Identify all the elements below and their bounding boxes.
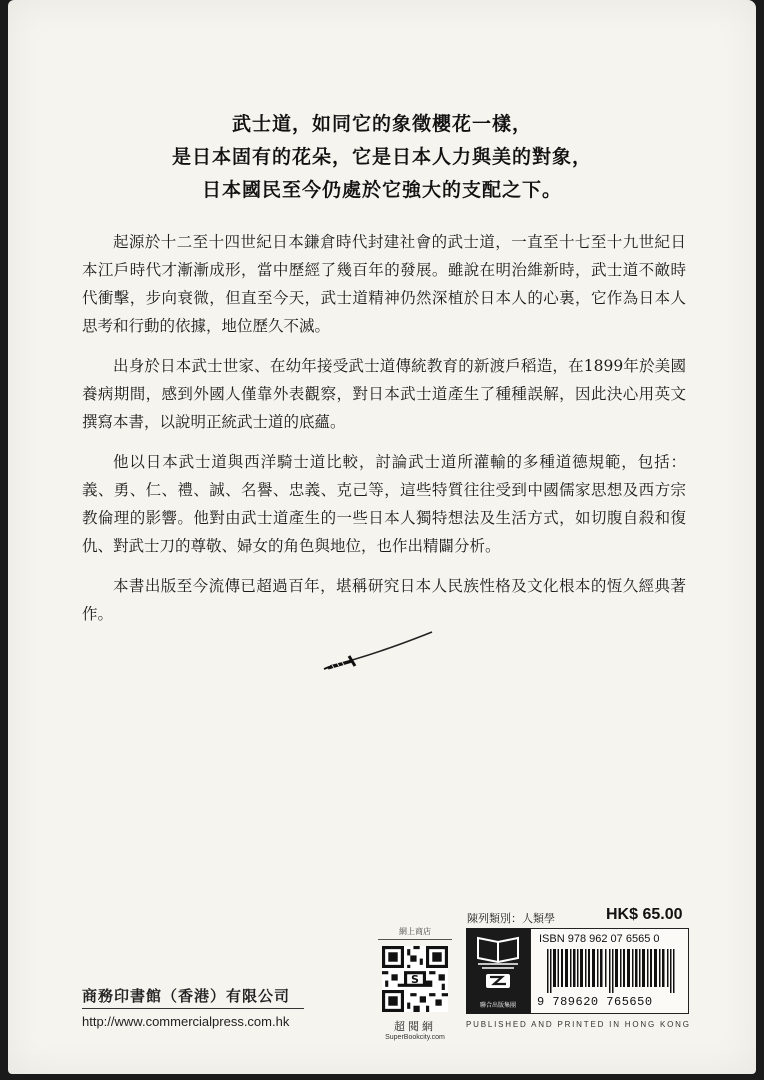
price: HK$ 65.00 (606, 906, 683, 923)
blurb-paragraph: 起源於十二至十四世紀日本鎌倉時代封建社會的武士道，一直至十七至十九世紀日本江戶時代才漸漸成形，當中歷經了幾百年的發展。雖說在明治維新時，武士道不敵時代衝擊，步向衰微，但直至今天，武士道精神仍然深植於日本人的心裏，它作為日本人思考和行動的依據，地位歷久不滅。 (82, 233, 686, 335)
divider (82, 1008, 304, 1009)
barcode-digits: 9 789620 765650 (537, 995, 653, 1009)
logo-caption: 聯合出版集團 (479, 1002, 516, 1009)
epigraph (0, 108, 764, 207)
publisher-name: 商務印書館（香港）有限公司 (82, 987, 291, 1005)
qr-code[interactable] (382, 946, 448, 1012)
blurb (82, 228, 686, 640)
blurb-paragraph: 出身於日本武士世家、在幼年接受武士道傳統教育的新渡戶稻造，在1899年於美國養病期間，感到外國人僅靠外表觀察，對日本武士道產生了種種誤解，因此決心用英文撰寫本書，以說明正統武士道的底蘊。 (82, 357, 686, 431)
blurb-paragraph: 本書出版至今流傳已超過百年，堪稱研究日本人民族性格及文化根本的恆久經典著作。 (82, 577, 686, 623)
svg-text:S: S (411, 972, 419, 986)
barcode (547, 949, 675, 993)
shelf-category: 陳列類別：人類學 (467, 912, 555, 925)
qr-heading: 網上商店 (378, 926, 452, 940)
book-logo-icon (466, 928, 530, 998)
publisher-url[interactable]: http://www.commercialpress.com.hk (82, 1014, 290, 1029)
qr-label: 超閱網 (394, 1020, 436, 1033)
isbn-panel (530, 928, 689, 1014)
qr-block (378, 926, 452, 1041)
blurb-paragraph: 他以日本武士道與西洋騎士道比較，討論武士道所灌輸的多種道德規範，包括：義、勇、仁、禮、誠、名譽、忠義、克己等，這些特質往往受到中國儒家思想及西方宗教倫理的影響。他對由武士道產生的一些日本人獨特想法及生活方式，如切腹自殺和復仇、對武士刀的尊敬、婦女的角色與地位，也作出精闢分析。 (82, 453, 686, 555)
epigraph-line: 是日本固有的花朵，它是日本人力與美的對象， (171, 146, 592, 168)
publisher-logo (466, 928, 530, 1014)
printed-notice: PUBLISHED AND PRINTED IN HONG KONG (466, 1020, 691, 1029)
katana-illustration (322, 628, 438, 674)
qr-site: SuperBookcity.com (385, 1034, 445, 1041)
epigraph-line: 日本國民至今仍處於它強大的支配之下。 (201, 179, 562, 201)
isbn-number: ISBN 978 962 07 6565 0 (539, 933, 660, 945)
epigraph-line: 武士道，如同它的象徵櫻花一樣， (231, 113, 532, 135)
